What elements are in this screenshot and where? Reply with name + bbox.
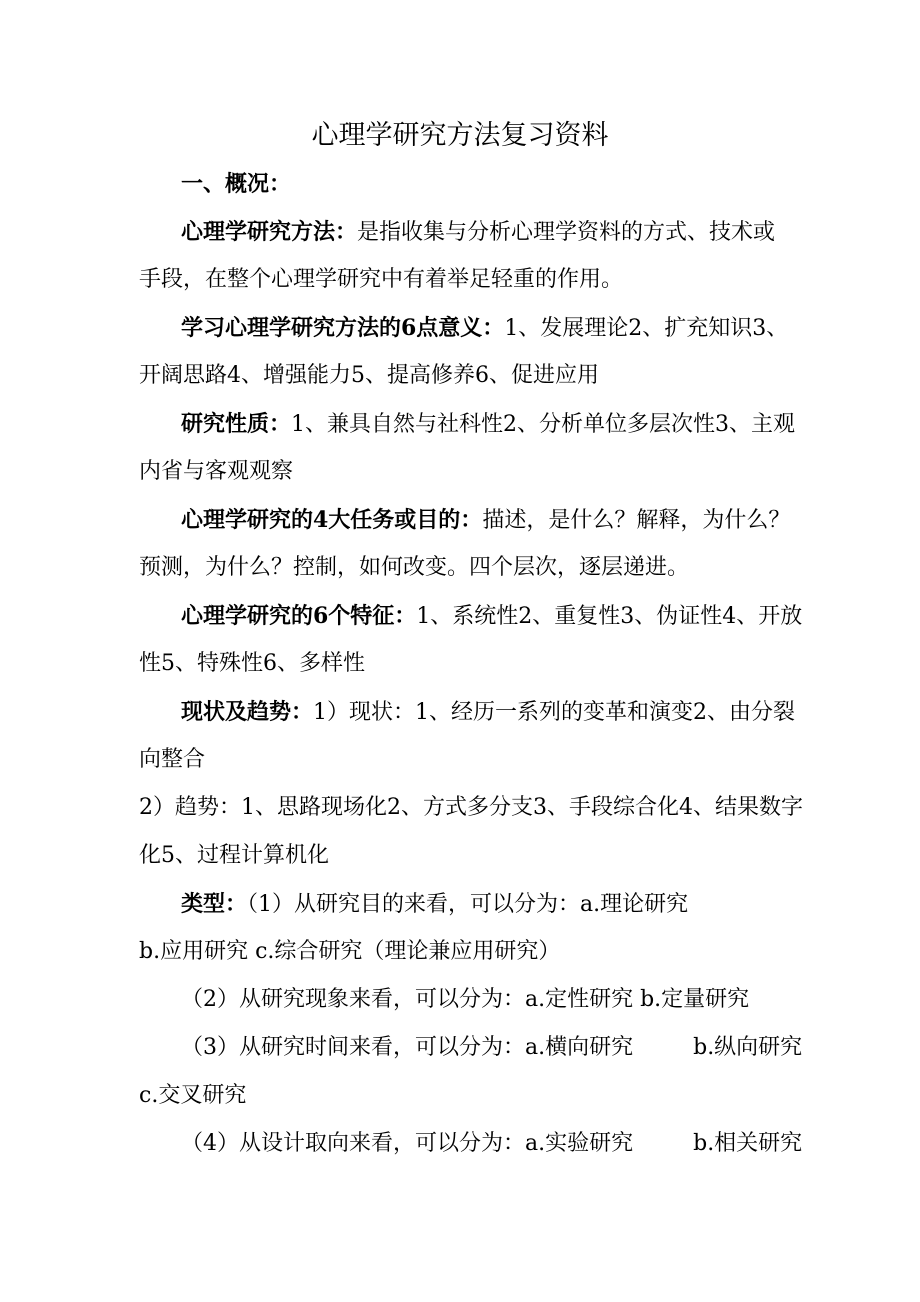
trends-line-4: 化5、过程计算机化 bbox=[139, 843, 329, 868]
significance-label: 学习心理学研究方法的6点意义： bbox=[181, 315, 505, 341]
tasks-line-1 bbox=[181, 496, 790, 545]
trends-text-1: 1）现状：1、经历一系列的变革和演变2、由分裂 bbox=[313, 700, 796, 725]
methods-line-2: 手段，在整个心理学研究中有着举足轻重的作用。 bbox=[139, 267, 624, 292]
types-line-1 bbox=[181, 880, 688, 929]
types-line-2: b.应用研究 c.综合研究（理论兼应用研究） bbox=[139, 939, 561, 964]
types-text-1: （1）从研究目的来看，可以分为：a.理论研究 bbox=[247, 892, 689, 917]
methods-text-1: 是指收集与分析心理学资料的方式、技术或 bbox=[357, 220, 776, 245]
types-t4-a: （4）从设计取向来看，可以分为：a.实验研究 bbox=[181, 1131, 634, 1156]
nature-line-1 bbox=[181, 400, 795, 449]
types-t4-b: b.相关研究 bbox=[693, 1131, 803, 1156]
document-title: 心理学研究方法复习资料 bbox=[311, 120, 609, 151]
types-label: 类型： bbox=[181, 891, 248, 917]
nature-label: 研究性质： bbox=[181, 411, 292, 437]
significance-line-1 bbox=[181, 304, 788, 353]
tasks-text-1: 描述，是什么？解释，为什么？ bbox=[482, 508, 791, 533]
trends-line-3: 2）趋势：1、思路现场化2、方式多分支3、手段综合化4、结果数字 bbox=[139, 795, 803, 820]
significance-text-1: 1、发展理论2、扩充知识3、 bbox=[504, 316, 789, 341]
tasks-line-2: 预测，为什么？控制，如何改变。四个层次，逐层递进。 bbox=[139, 555, 690, 580]
nature-text-1: 1、兼具自然与社科性2、分析单位多层次性3、主观 bbox=[291, 412, 796, 437]
trends-line-1 bbox=[181, 688, 795, 737]
methods-line-1 bbox=[181, 208, 775, 257]
tasks-label: 心理学研究的4大任务或目的： bbox=[181, 507, 483, 533]
types-line-6 bbox=[181, 1120, 802, 1168]
trends-label: 现状及趋势： bbox=[181, 699, 314, 725]
features-label: 心理学研究的6个特征： bbox=[181, 603, 417, 629]
types-t3-a: （3）从研究时间来看，可以分为：a.横向研究 bbox=[181, 1035, 634, 1060]
features-line-2: 性5、特殊性6、多样性 bbox=[139, 651, 365, 676]
features-text-1: 1、系统性2、重复性3、伪证性4、开放 bbox=[416, 604, 803, 629]
types-line-5: c.交叉研究 bbox=[139, 1083, 247, 1108]
section-heading: 一、概况： bbox=[181, 171, 292, 197]
features-line-1 bbox=[181, 592, 802, 641]
significance-line-2: 开阔思路4、增强能力5、提高修养6、促进应用 bbox=[139, 363, 599, 388]
types-t3-b: b.纵向研究 bbox=[693, 1035, 803, 1060]
nature-line-2: 内省与客观观察 bbox=[139, 459, 294, 484]
types-line-3: （2）从研究现象来看，可以分为：a.定性研究 b.定量研究 bbox=[181, 987, 750, 1012]
types-line-4 bbox=[181, 1024, 802, 1072]
methods-label: 心理学研究方法： bbox=[181, 219, 358, 245]
trends-line-2: 向整合 bbox=[139, 747, 206, 772]
